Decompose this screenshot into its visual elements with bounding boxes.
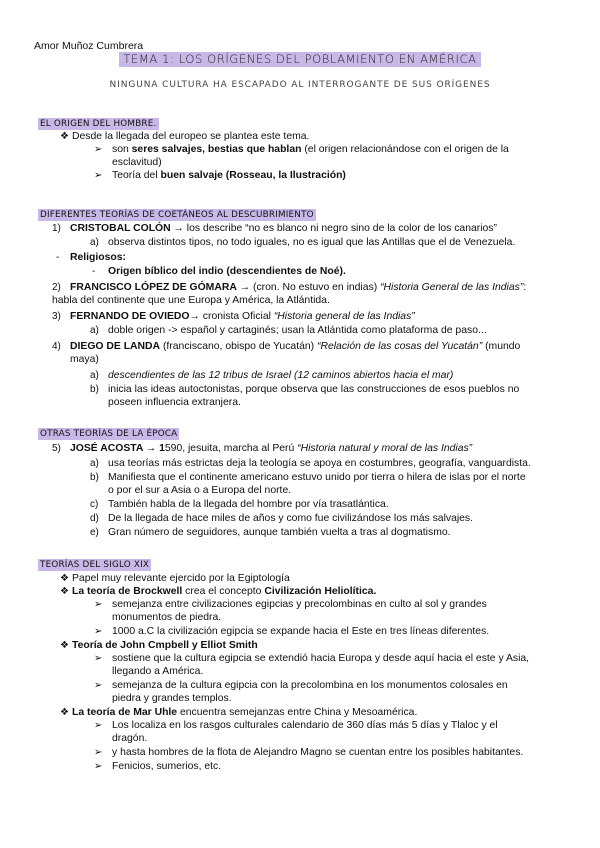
item-text: Manifiesta que el continente americano estuvo unido por tierra o hilera de islas por el norte [108, 472, 526, 483]
item-bold: Religiosos: [70, 252, 127, 263]
list-item [38, 130, 578, 143]
list-letter: b) [90, 472, 99, 483]
item-text: Papel muy relevante ejercido por la Egiptología [72, 573, 290, 584]
item-text: (franciscano, obispo de Yucatán) [160, 341, 317, 352]
item-text: observa distintos tipos, no todo iguales, no es igual que las Antillas que el de Venezuela. [108, 237, 516, 248]
list-number: 1) [52, 223, 61, 234]
list-item [38, 598, 578, 624]
page-subtitle: NINGUNA CULTURA HA ESCAPADO AL INTERROGANTE DE SUS ORÍGENES [109, 80, 491, 90]
list-item [38, 746, 578, 759]
list-letter: a) [90, 370, 99, 381]
item-text: 590, jesuita, marcha al Perú [164, 443, 298, 454]
list-letter: a) [90, 325, 99, 336]
list-item [38, 222, 578, 235]
item-text: o por el sur a Asia o a Europa del norte. [108, 485, 292, 496]
list-item [38, 719, 578, 745]
list-item [38, 281, 578, 294]
item-text: habla del continente que une Europa y América, la Atlántida. [52, 295, 330, 306]
item-text: Gran número de seguidores, aunque también vuelta a tras al dogmatismo. [108, 527, 451, 538]
list-item [38, 143, 578, 169]
list-item [38, 369, 578, 382]
item-text: esclavitud) [112, 157, 162, 168]
list-item [38, 265, 578, 278]
item-bold: La teoría de Brockwell [72, 586, 183, 597]
item-bold: buen salvaje (Rosseau, la Ilustración) [160, 170, 346, 181]
item-text: sostiene que la cultura egipcia se extendió hacia Europa y desde aquí hacia el este y Asia, [112, 653, 530, 664]
list-item [38, 457, 578, 470]
list-item [38, 310, 578, 323]
item-italic: “Relación de las cosas del Yucatán” [316, 341, 483, 352]
arrow-bullet-icon: ➢ [94, 599, 103, 610]
arrow-bullet-icon: ➢ [94, 626, 103, 637]
section-heading: OTRAS TEORÍAS DE LA ÉPOCA [40, 429, 178, 439]
list-letter: e) [90, 527, 99, 538]
arrow-bullet-icon: ➢ [94, 144, 103, 155]
arrow-bullet-icon: ➢ [94, 170, 103, 181]
item-bold: seres salvajes, bestias que hablan [131, 144, 302, 155]
item-text: usa teorías más estrictas deja la teología se apoya en costumbres, geografía, vanguardista. [108, 458, 531, 469]
item-text: semejanza entre civilizaciones egipcias y precolombinas en culto al sol y grandes [112, 599, 487, 610]
list-letter: b) [90, 384, 99, 395]
item-bold: FERNANDO DE OVIEDO [70, 311, 190, 322]
item-text: son [112, 144, 132, 155]
item-bold: Origen bíblico del indio (descendientes de Noé). [108, 266, 346, 277]
item-text: : [523, 282, 527, 293]
section-heading: DIFERENTES TEORÍAS DE COETÁNEOS AL DESCUBRIMIENTO [40, 210, 314, 220]
item-text: maya) [70, 354, 99, 365]
item-text: 1000 a.C la civilización egipcia se expande hacia el Este en tres líneas diferentes. [112, 626, 490, 637]
item-text: Desde la llegada del europeo se plantea este tema. [72, 131, 310, 142]
arrow-bullet-icon: ➢ [94, 680, 103, 691]
list-item [38, 512, 578, 525]
section-origen [38, 117, 578, 182]
list-item [38, 585, 578, 598]
list-item [38, 442, 578, 455]
item-text: llegando a América. [112, 666, 204, 677]
item-bold: CRISTOBAL COLÓN [70, 223, 171, 234]
item-text: → (cron. No estuvo en indias) [236, 282, 381, 293]
author-name: Amor Muñoz Cumbrera [34, 40, 144, 52]
list-letter: a) [90, 237, 99, 248]
section-heading: TEORÍAS DEL SIGLO XIX [40, 560, 150, 570]
item-text: Fenicios, sumerios, etc. [112, 761, 222, 772]
item-italic: descendientes de las 12 tribus de Israel (12 caminos abiertos hacia el mar) [108, 370, 454, 381]
item-bold: DIEGO DE LANDA [70, 341, 161, 352]
item-text: encuentra semejanzas entre China y Mesoamérica. [177, 707, 418, 718]
list-item [38, 652, 578, 678]
item-text: Teoría del [112, 170, 161, 181]
item-bold: FRANCISCO LÓPEZ DE GÓMARA [70, 282, 237, 293]
list-number: 4) [52, 341, 61, 352]
title-wrap [0, 52, 600, 67]
section-siglo-xix [38, 558, 578, 773]
item-text: poseen influencia extranjera. [108, 397, 241, 408]
diamond-bullet-icon: ❖ [60, 707, 69, 718]
item-text: → los describe “no es blanco ni negro sino de la color de los canarios” [170, 223, 497, 234]
section-otras-teorias [38, 427, 578, 539]
list-item [38, 251, 578, 264]
item-bold: JOSÉ ACOSTA → 1 [70, 443, 165, 454]
dash-bullet: - [56, 252, 60, 263]
list-item [38, 625, 578, 638]
list-item [38, 760, 578, 773]
item-text: → cronista Oficial [189, 311, 274, 322]
item-bold: La teoría de Mar Uhle [72, 707, 178, 718]
list-item [38, 526, 578, 539]
item-text: crea el concepto [182, 586, 265, 597]
item-text: monumentos de piedra. [112, 612, 222, 623]
item-text: (el origen relacionándose con el origen de la [301, 144, 509, 155]
arrow-bullet-icon: ➢ [94, 761, 103, 772]
list-item [38, 340, 578, 366]
item-bold: Civilización Heliolítica. [264, 586, 377, 597]
diamond-bullet-icon: ❖ [60, 640, 69, 651]
list-item-continuation [38, 294, 578, 307]
item-text: De la llegada de hace miles de años y como fue civilizándose los más salvajes. [108, 513, 474, 524]
list-item [38, 236, 578, 249]
item-bold: Teoría de John Cmpbell y Elliot Smith [72, 640, 258, 651]
list-number: 5) [52, 443, 61, 454]
list-letter: a) [90, 458, 99, 469]
section-heading: EL ORIGEN DEL HOMBRE. [40, 119, 157, 129]
list-item [38, 471, 578, 497]
dash-bullet: - [92, 266, 96, 277]
item-text: inicia las ideas autoctonistas, porque observa que las construcciones de esos pueblos no [108, 384, 520, 395]
list-item [38, 572, 578, 585]
item-italic: “Historia General de las Indias” [380, 282, 524, 293]
arrow-bullet-icon: ➢ [94, 653, 103, 664]
diamond-bullet-icon: ❖ [60, 131, 69, 142]
diamond-bullet-icon: ❖ [60, 573, 69, 584]
arrow-bullet-icon: ➢ [94, 747, 103, 758]
item-text: semejanza de la cultura egipcia con la precolombina en los monumentos colosales en [112, 680, 508, 691]
item-text: (mundo [482, 341, 521, 352]
list-item [38, 324, 578, 337]
diamond-bullet-icon: ❖ [60, 586, 69, 597]
list-item [38, 639, 578, 652]
list-item [38, 498, 578, 511]
list-item [38, 679, 578, 705]
item-italic: “Historia natural y moral de las Indias” [297, 443, 473, 454]
list-number: 2) [52, 282, 61, 293]
item-text: y hasta hombres de la flota de Alejandro Magno se cuentan entre los posibles habitantes. [112, 747, 524, 758]
item-text: piedra y grandes templos. [112, 693, 232, 704]
list-number: 3) [52, 311, 61, 322]
item-text: También habla de la llegada del hombre por vía trasatlántica. [108, 499, 389, 510]
item-text: dragón. [112, 733, 148, 744]
arrow-bullet-icon: ➢ [94, 720, 103, 731]
item-text: doble origen -> español y cartaginés; usan la Atlántida como plataforma de paso... [108, 325, 487, 336]
list-letter: c) [90, 499, 99, 510]
list-item [38, 706, 578, 719]
page-title: TEMA 1: LOS ORÍGENES DEL POBLAMIENTO EN AMÉRICA [119, 52, 480, 67]
item-text: Los localiza en los rasgos culturales calendario de 360 días más 5 días y Tlaloc y el [112, 720, 498, 731]
list-letter: d) [90, 513, 99, 524]
section-coetaneos [38, 208, 578, 409]
list-item [38, 169, 578, 182]
item-italic: “Historia general de las Indias” [273, 311, 415, 322]
list-item [38, 383, 578, 409]
